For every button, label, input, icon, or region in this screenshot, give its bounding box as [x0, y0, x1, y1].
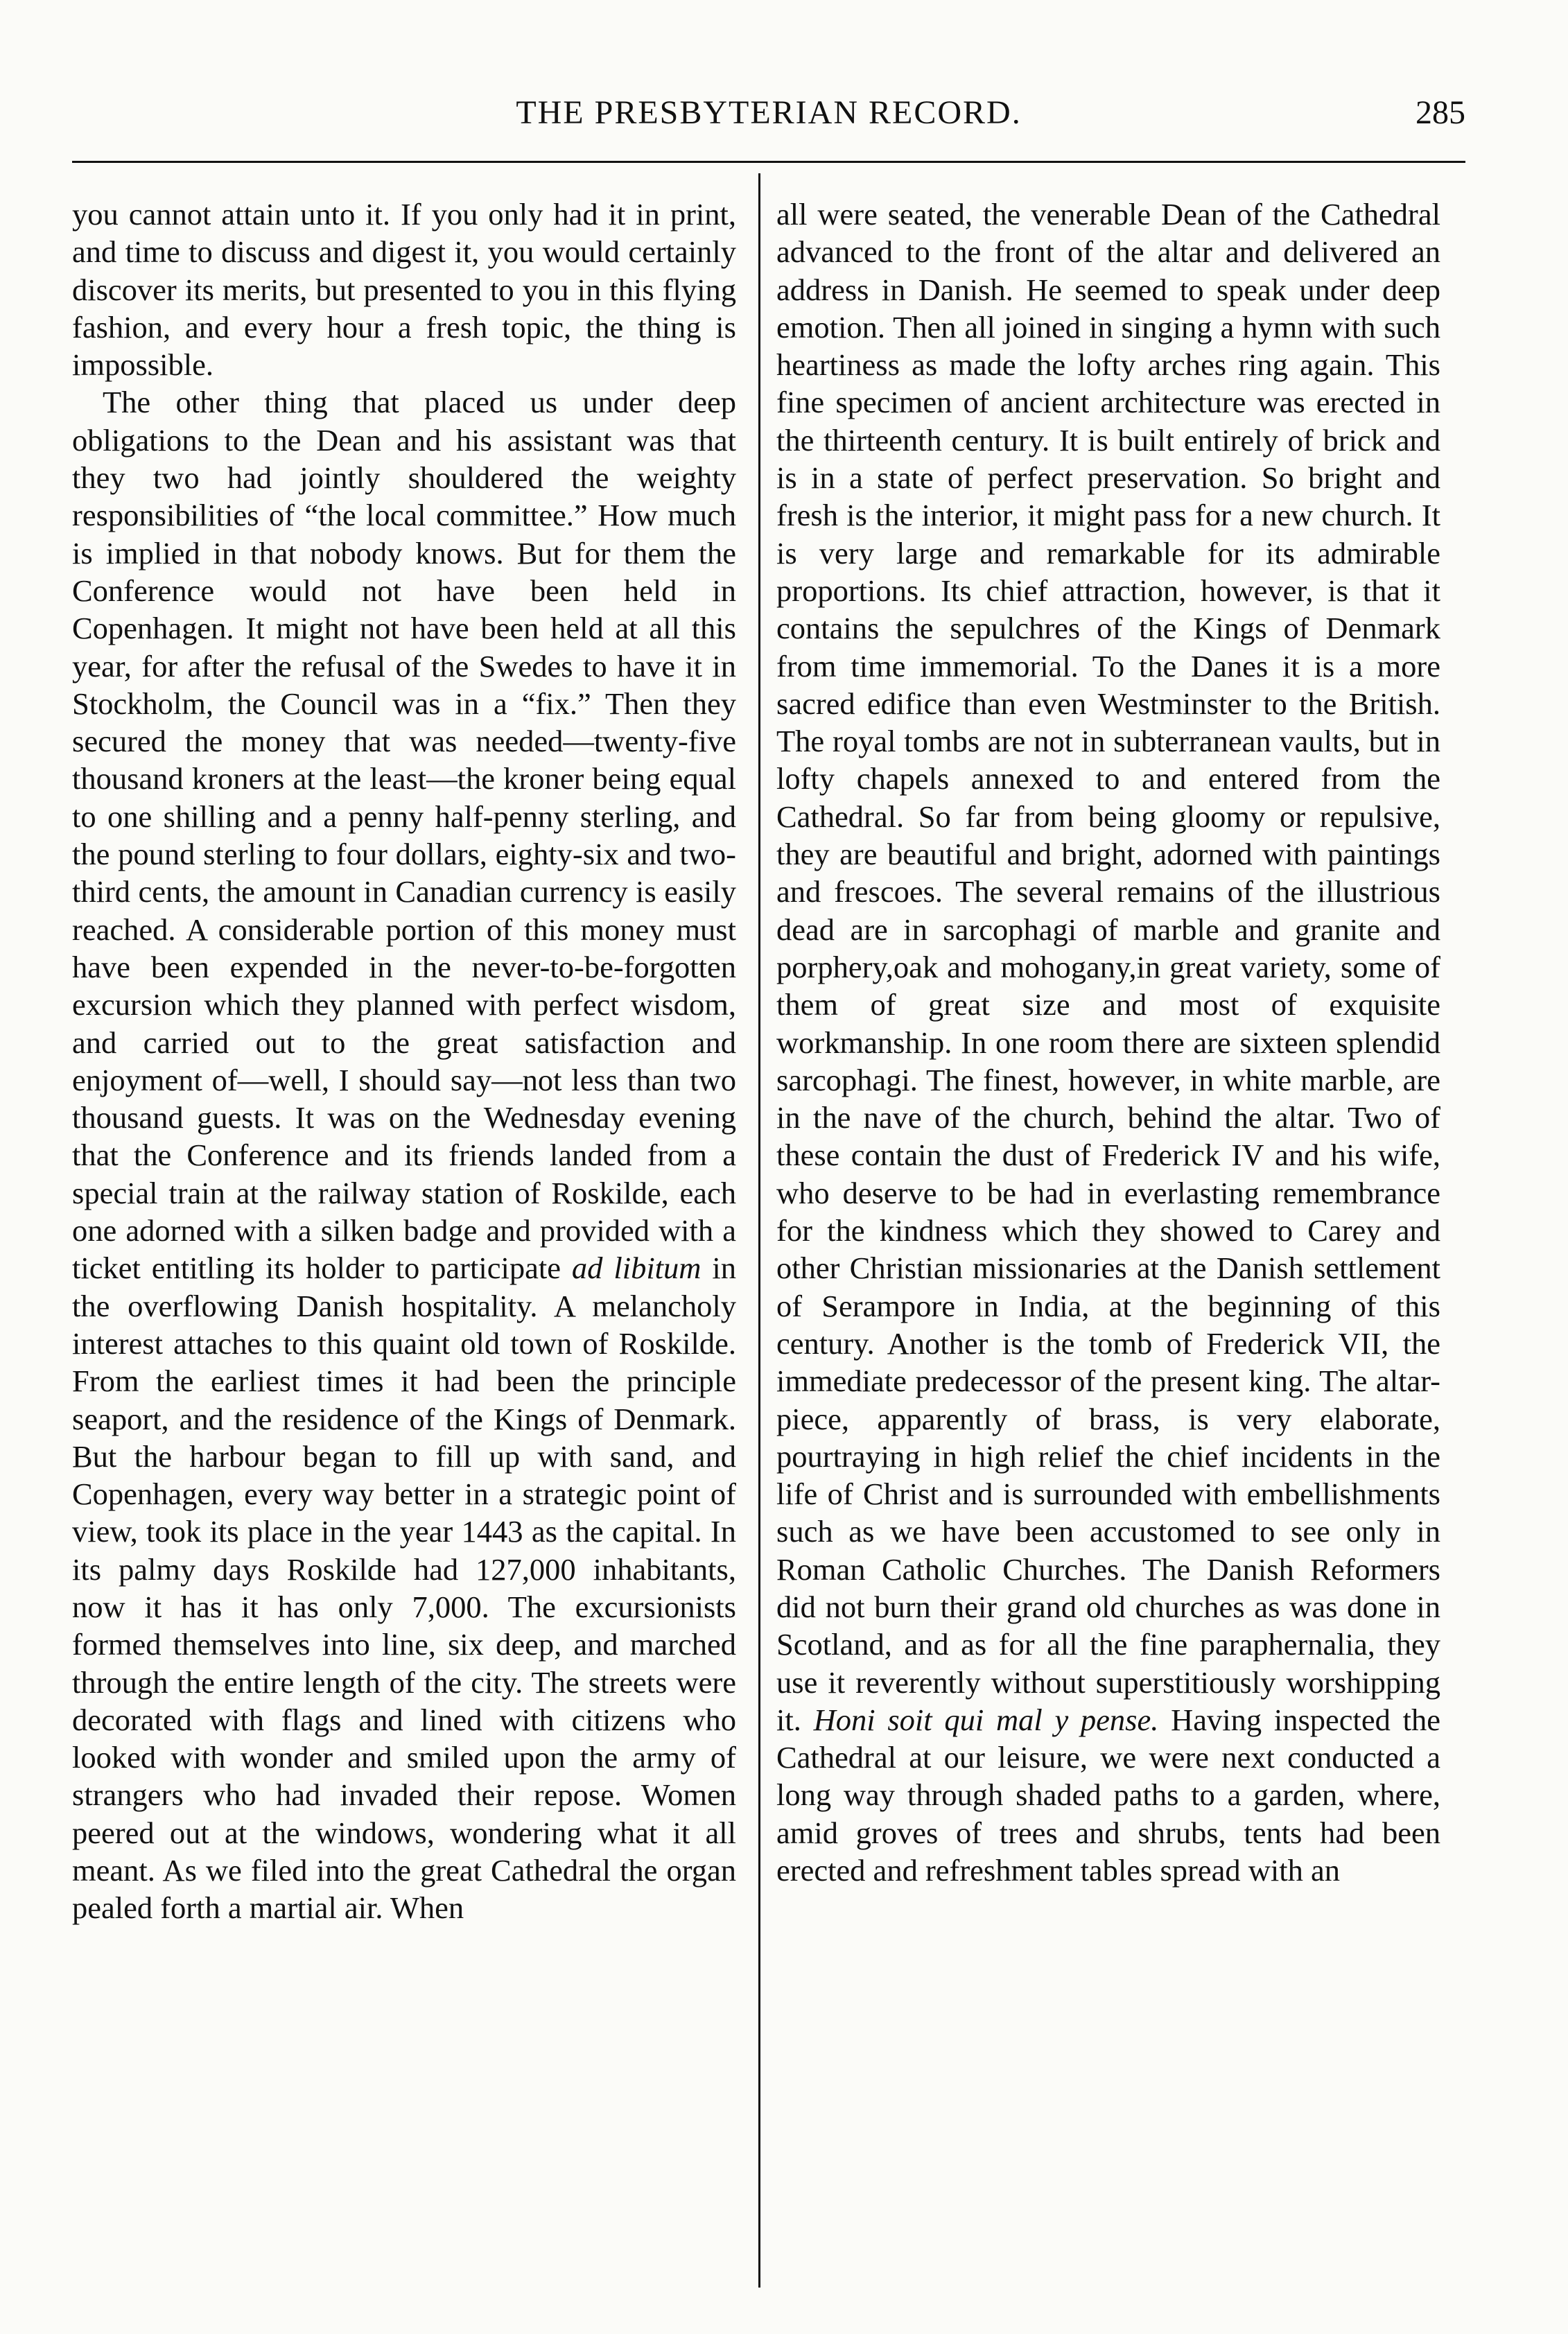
page-number: 285: [1415, 94, 1465, 131]
paragraph: [776, 195, 1440, 1889]
left-column: [72, 195, 736, 1927]
italic-phrase: Honi soit qui mal y pense.: [813, 1702, 1159, 1737]
running-title: THE PRESBYTERIAN RECORD.: [516, 94, 1022, 131]
paragraph: [72, 383, 736, 1926]
column-divider: [758, 173, 760, 2288]
italic-phrase: ad libitum: [571, 1251, 702, 1286]
paragraph-text: The other thing that placed us under deep obligations to the Dean and his assistant was that they two had jointly shouldered the weighty responsibilities of “the local committee.” How much is implied in that nobody knows. But for them the Conference would not have been held in Copenhagen. It might not have been held at all this year, for after the refusal of the Swedes to have it in Stockholm, the Council was in a “fix.” Then they secured the money that was needed—twenty-five thousand kroners at the least—the kroner being equal to one shilling and a penny half-penny sterling, and the pound sterling to four dollars, eighty-six and two-third cents, the amount in Canadian currency is easily reached. A considerable portion of this money must have been expended in the never-to-be-forgotten excursion which they planned with perfect wisdom, and carried out to the great satisfaction and enjoyment of—well, I should say—not less than two thousand guests. It was on the Wednesday evening that the Conference and its friends landed from a special train at the railway station of Roskilde, each one adorned with a silken badge and provided with a ticket entitling its holder to participate: [72, 385, 736, 1286]
paragraph-text: Having inspected the Cathedral at our leisure, we were next conducted a long way through shaded paths to a garden, where, amid groves of trees and shrubs, tents had been erected and refreshment tables spread with an: [776, 1702, 1440, 1888]
right-column: [776, 195, 1440, 1889]
header-rule: [72, 161, 1465, 163]
paragraph-text: in the overflowing Danish hospitality. A melancholy interest attaches to this quaint old town of Roskilde. From the earliest times it had been the principle seaport, and the residence of the Kings of Denmark. But the harbour began to fill up with sand, and Copenhagen, every way better in a strategic point of view, took its place in the year 1443 as the capital. In its palmy days Roskilde had 127,000 inhabitants, now it has it has only 7,000. The excursionists formed themselves into line, six deep, and marched through the entire length of the city. The streets were decorated with flags and lined with citizens who looked with wonder and smiled upon the army of strangers who had invaded their repose. Women peered out at the windows, wondering what it all meant. As we filed into the great Cathedral the organ pealed forth a martial air. When: [72, 1251, 736, 1926]
paragraph: [72, 195, 736, 383]
paragraph-text: all were seated, the venerable Dean of the Cathedral advanced to the front of the altar and delivered an address in Danish. He seemed to speak under deep emotion. Then all joined in singing a hymn with such heartiness as made the lofty arches ring again. This fine specimen of ancient architecture was erected in the thirteenth century. It is built entirely of brick and is in a state of perfect preservation. So bright and fresh is the interior, it might pass for a new church. It is very large and remarkable for its admirable proportions. Its chief attraction, however, is that it contains the sepulchres of the Kings of Denmark from time immemorial. To the Danes it is a more sacred edifice than even Westminster to the British. The royal tombs are not in subterranean vaults, but in lofty chapels annexed to and entered from the Cathedral. So far from being gloomy or repulsive, they are beautiful and bright, adorned with paintings and frescoes. The several remains of the illustrious dead are in sarcophagi of marble and granite and porphery,oak and mohogany,in great variety, some of them of great size and most of exquisite workmanship. In one room there are sixteen splendid sarcophagi. The finest, however, in white marble, are in the nave of the church, behind the altar. Two of these contain the dust of Frederick IV and his wife, who deserve to be had in everlasting remembrance for the kindness which they showed to Carey and other Christian missionaries at the Danish settlement of Serampore in India, at the beginning of this century. Another is the tomb of Frederick VII, the immediate predecessor of the present king. The altar-piece, apparently of brass, is very elaborate, pourtraying in high relief the chief incidents in the life of Christ and is surrounded with embellishments such as we have been accustomed to see only in Roman Catholic Churches. The Danish Reformers did not burn their grand old churches as was done in Scotland, and as for all the fine paraphernalia, they use it reverently without superstitiously worshipping it.: [776, 197, 1440, 1737]
page-header: [72, 89, 1465, 137]
paragraph-text: you cannot attain unto it. If you only had it in print, and time to discuss and digest it, you would certainly discover its merits, but presented to you in this flying fashion, and every hour a fresh topic, the thing is impossible.: [72, 197, 736, 383]
